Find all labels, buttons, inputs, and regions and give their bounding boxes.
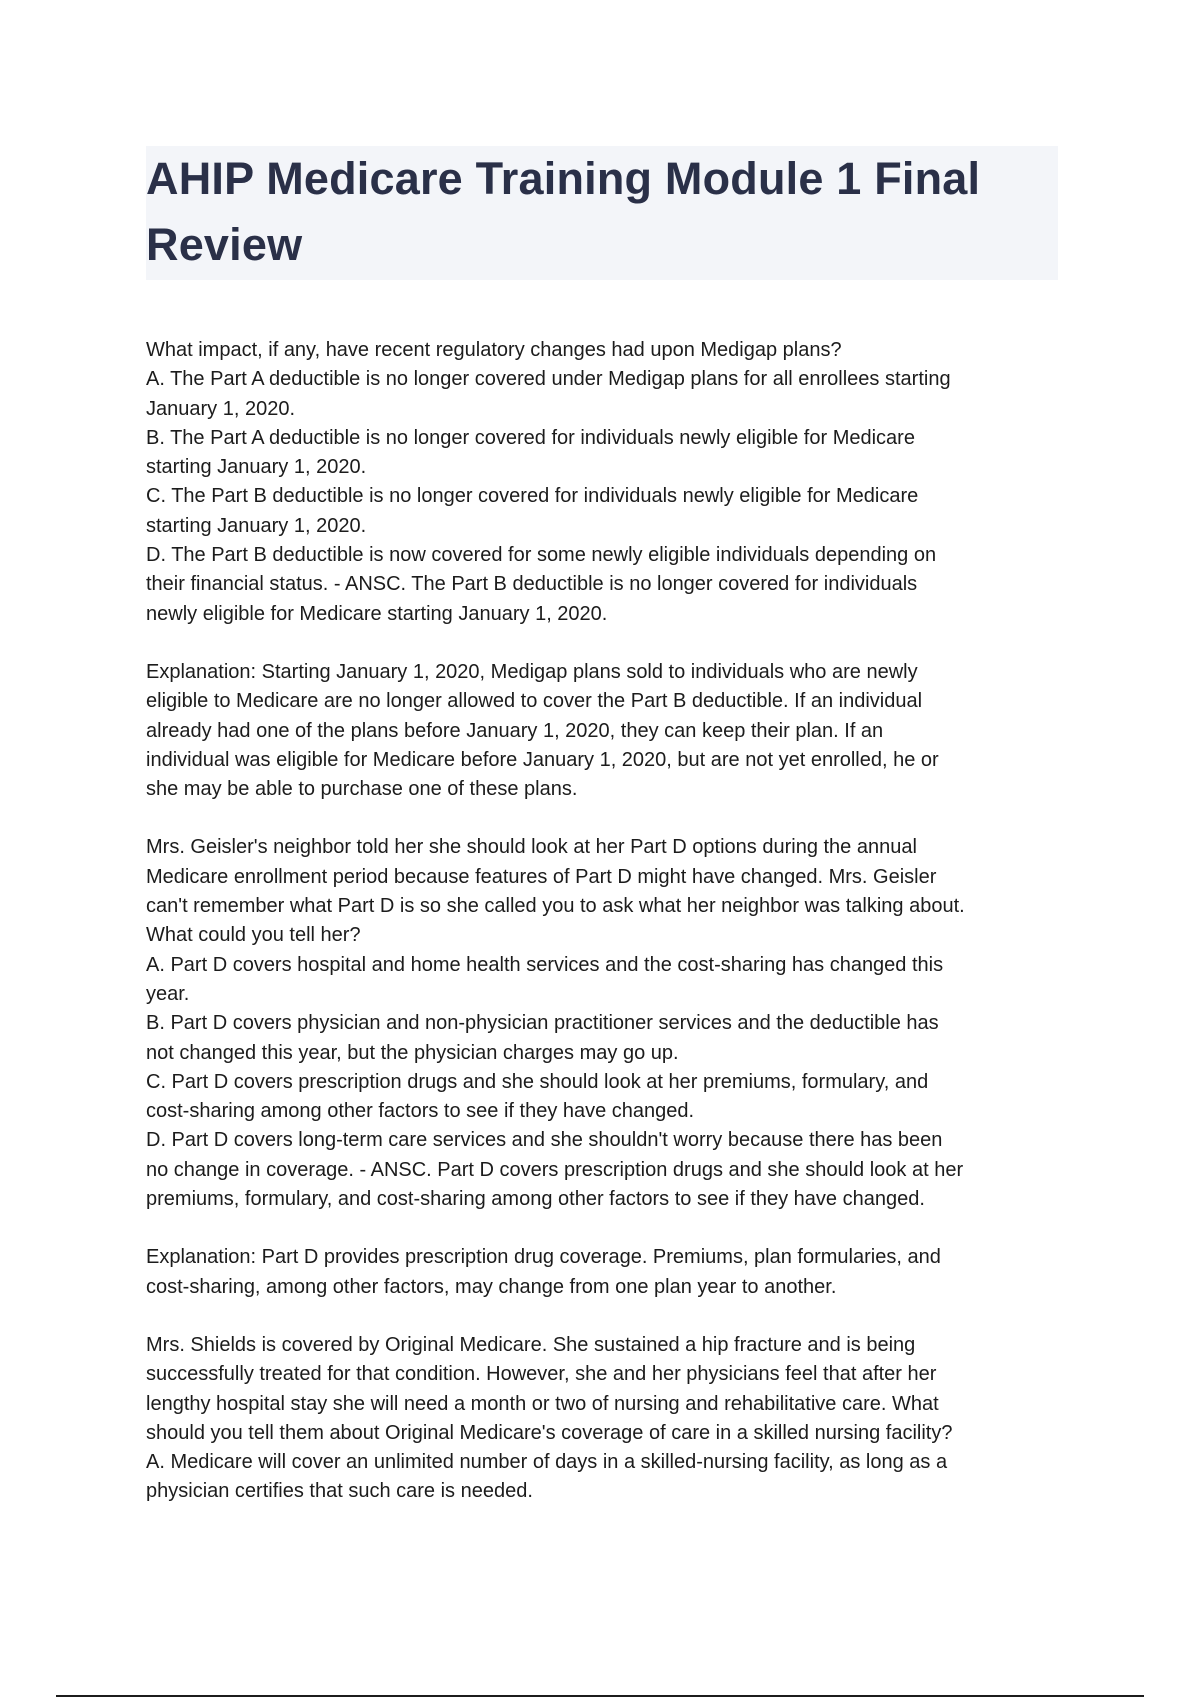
- question-text: successfully treated for that condition. However, she and her physicians feel that after her: [146, 1363, 937, 1386]
- explanation-line: she may be able to purchase one of these plans.: [146, 778, 578, 801]
- document-title: [146, 146, 1058, 278]
- question-text: can't remember what Part D is so she called you to ask what her neighbor was talking about.: [146, 895, 965, 918]
- answer-option-c-cont: cost-sharing among other factors to see if they have changed.: [146, 1100, 695, 1123]
- answer-option-b-cont: not changed this year, but the physician charges may go up.: [146, 1041, 679, 1064]
- question-text: What impact, if any, have recent regulatory changes had upon Medigap plans?: [146, 339, 842, 361]
- answer-option-a: A. The Part A deductible is no longer covered under Medigap plans for all enrollees starting: [146, 368, 951, 391]
- question-text: Mrs. Shields is covered by Original Medicare. She sustained a hip fracture and is being: [146, 1333, 916, 1356]
- explanation-line: cost-sharing, among other factors, may change from one plan year to another.: [146, 1275, 837, 1298]
- answer-option-a-cont: January 1, 2020.: [146, 397, 295, 420]
- answer-option-a: A. Medicare will cover an unlimited number of days in a skilled-nursing facility, as long as a: [146, 1451, 948, 1474]
- explanation-block-medigap: [146, 658, 1066, 804]
- answer-option-a-cont: year.: [146, 982, 190, 1005]
- question-block-medigap: [146, 336, 1066, 629]
- answer-option-a: A. Part D covers hospital and home health services and the cost-sharing has changed this: [146, 953, 944, 976]
- answer-option-d: D. Part D covers long-term care services and she shouldn't worry because there has been: [146, 1129, 943, 1152]
- explanation-line: already had one of the plans before January 1, 2020, they can keep their plan. If an: [146, 719, 884, 742]
- answer-option-b-cont: starting January 1, 2020.: [146, 456, 367, 479]
- explanation-line: eligible to Medicare are no longer allowed to cover the Part B deductible. If an individual: [146, 690, 923, 713]
- document-body: [146, 336, 1066, 1536]
- question-text: Medicare enrollment period because features of Part D might have changed. Mrs. Geisler: [146, 865, 937, 888]
- answer-option-b: B. Part D covers physician and non-physician practitioner services and the deductible has: [146, 1012, 939, 1035]
- answer-key-cont: newly eligible for Medicare starting January 1, 2020.: [146, 602, 608, 625]
- question-text: should you tell them about Original Medicare's coverage of care in a skilled nursing facility?: [146, 1421, 953, 1444]
- explanation-line: individual was eligible for Medicare before January 1, 2020, but are not yet enrolled, he or: [146, 748, 939, 771]
- document-title-line: Review: [146, 219, 303, 270]
- answer-key: their financial status. - ANSC. The Part B deductible is no longer covered for individuals: [146, 573, 918, 596]
- answer-option-c: C. The Part B deductible is no longer covered for individuals newly eligible for Medicare: [146, 485, 919, 508]
- explanation-block-part-d: [146, 1243, 1066, 1302]
- question-text: Mrs. Geisler's neighbor told her she should look at her Part D options during the annual: [146, 836, 917, 859]
- question-text: lengthy hospital stay she will need a month or two of nursing and rehabilitative care. What: [146, 1392, 939, 1415]
- answer-key-cont: premiums, formulary, and cost-sharing among other factors to see if they have changed.: [146, 1188, 925, 1211]
- answer-option-d: D. The Part B deductible is now covered for some newly eligible individuals depending on: [146, 544, 937, 567]
- explanation-line: Explanation: Starting January 1, 2020, Medigap plans sold to individuals who are newly: [146, 660, 918, 683]
- question-block-part-d: [146, 833, 1066, 1214]
- answer-key: no change in coverage. - ANSC. Part D covers prescription drugs and she should look at her: [146, 1158, 964, 1181]
- answer-option-c-cont: starting January 1, 2020.: [146, 514, 367, 537]
- document-title-line: AHIP Medicare Training Module 1 Final: [146, 153, 981, 204]
- answer-option-b: B. The Part A deductible is no longer covered for individuals newly eligible for Medicare: [146, 426, 915, 449]
- answer-option-a-cont: physician certifies that such care is needed.: [146, 1480, 533, 1503]
- question-block-skilled-nursing: [146, 1331, 1066, 1507]
- question-text: What could you tell her?: [146, 924, 361, 947]
- page-bottom-rule: [56, 1695, 1144, 1697]
- title-banner: [146, 146, 1058, 280]
- explanation-line: Explanation: Part D provides prescription drug coverage. Premiums, plan formularies, and: [146, 1246, 941, 1269]
- answer-option-c: C. Part D covers prescription drugs and she should look at her premiums, formulary, and: [146, 1070, 929, 1093]
